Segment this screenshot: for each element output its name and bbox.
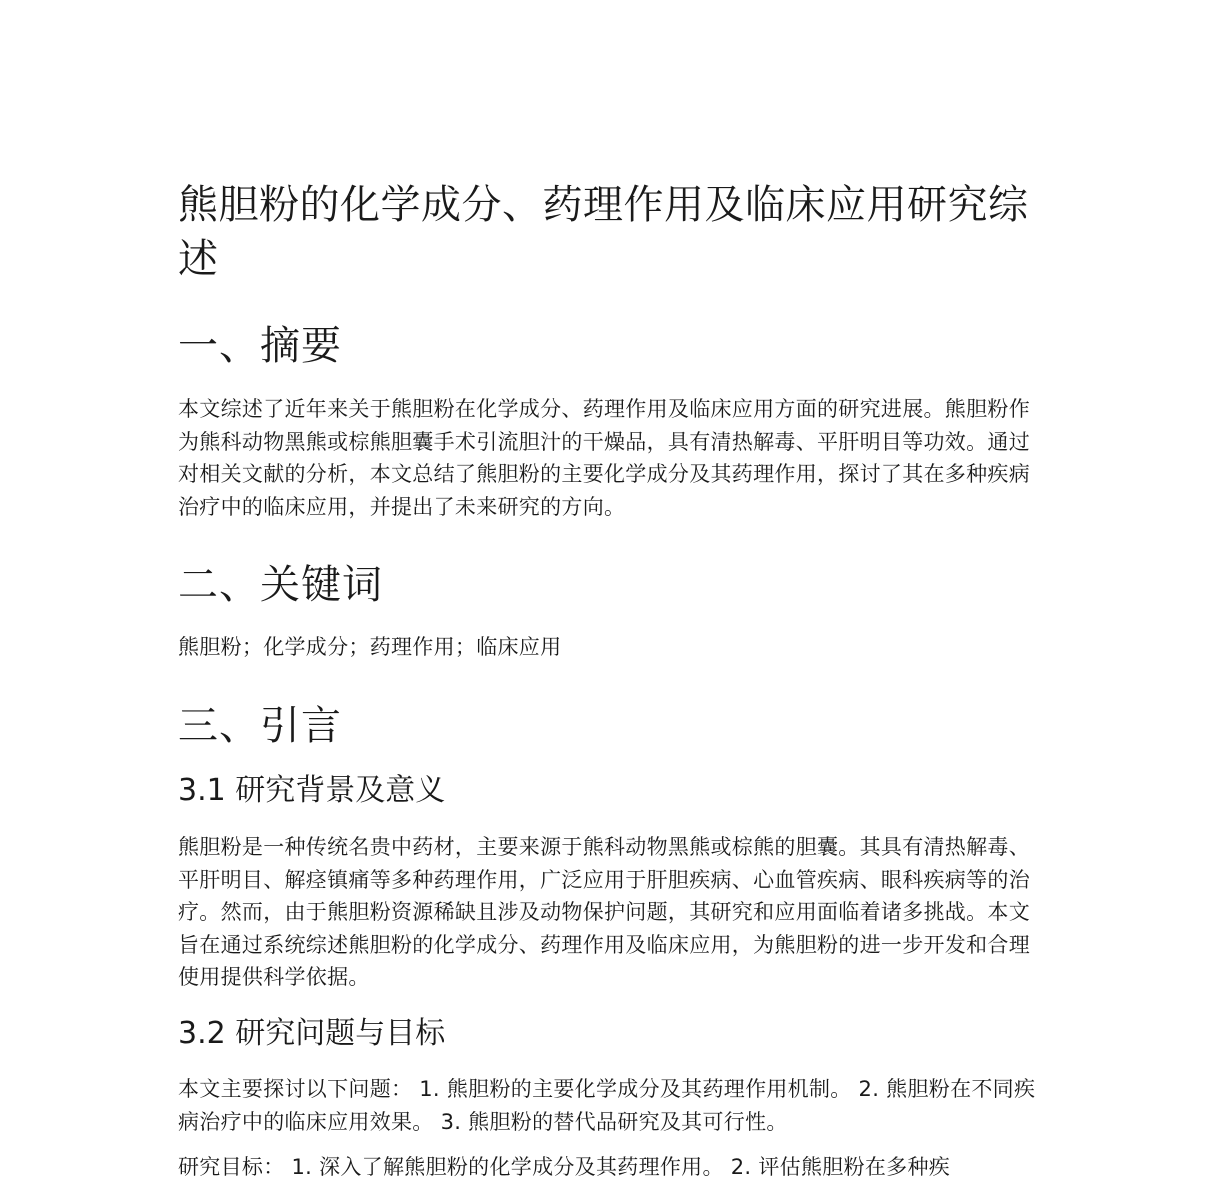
questions-subheading: 3.2 研究问题与目标 <box>178 1016 446 1051</box>
abstract-paragraph: 本文综述了近年来关于熊胆粉在化学成分、药理作用及临床应用方面的研究进展。熊胆粉作为熊科动物黑熊或棕熊胆囊手术引流胆汁的干燥品，具有清热解毒、平肝明目等功效。通过对相关文献的分析，本文总结了熊胆粉的主要化学成分及其药理作用，探讨了其在多种疾病治疗中的临床应用，并提出了未来研究的方向。 <box>178 397 1030 519</box>
background-subheading: 3.1 研究背景及意义 <box>178 773 446 808</box>
goals-paragraph-partial: 研究目标： 1. 深入了解熊胆粉的化学成分及其药理作用。 2. 评估熊胆粉在多种疾 <box>178 1155 951 1179</box>
keywords-heading: 二、关键词 <box>178 562 383 608</box>
background-paragraph: 熊胆粉是一种传统名贵中药材，主要来源于熊科动物黑熊或棕熊的胆囊。其具有清热解毒、平肝明目、解痉镇痛等多种药理作用，广泛应用于肝胆疾病、心血管疾病、眼科疾病等的治疗。然而，由于熊胆粉资源稀缺且涉及动物保护问题，其研究和应用面临着诸多挑战。本文旨在通过系统综述熊胆粉的化学成分、药理作用及临床应用，为熊胆粉的进一步开发和合理使用提供科学依据。 <box>178 835 1030 990</box>
document-title: 熊胆粉的化学成分、药理作用及临床应用研究综述 <box>178 182 1029 282</box>
abstract-heading: 一、摘要 <box>178 323 342 369</box>
keywords-paragraph: 熊胆粉；化学成分；药理作用；临床应用 <box>178 635 562 659</box>
introduction-heading: 三、引言 <box>178 703 342 749</box>
questions-paragraph: 本文主要探讨以下问题： 1. 熊胆粉的主要化学成分及其药理作用机制。 2. 熊胆粉在不同疾病治疗中的临床应用效果。 3. 熊胆粉的替代品研究及其可行性。 <box>178 1077 1036 1134</box>
